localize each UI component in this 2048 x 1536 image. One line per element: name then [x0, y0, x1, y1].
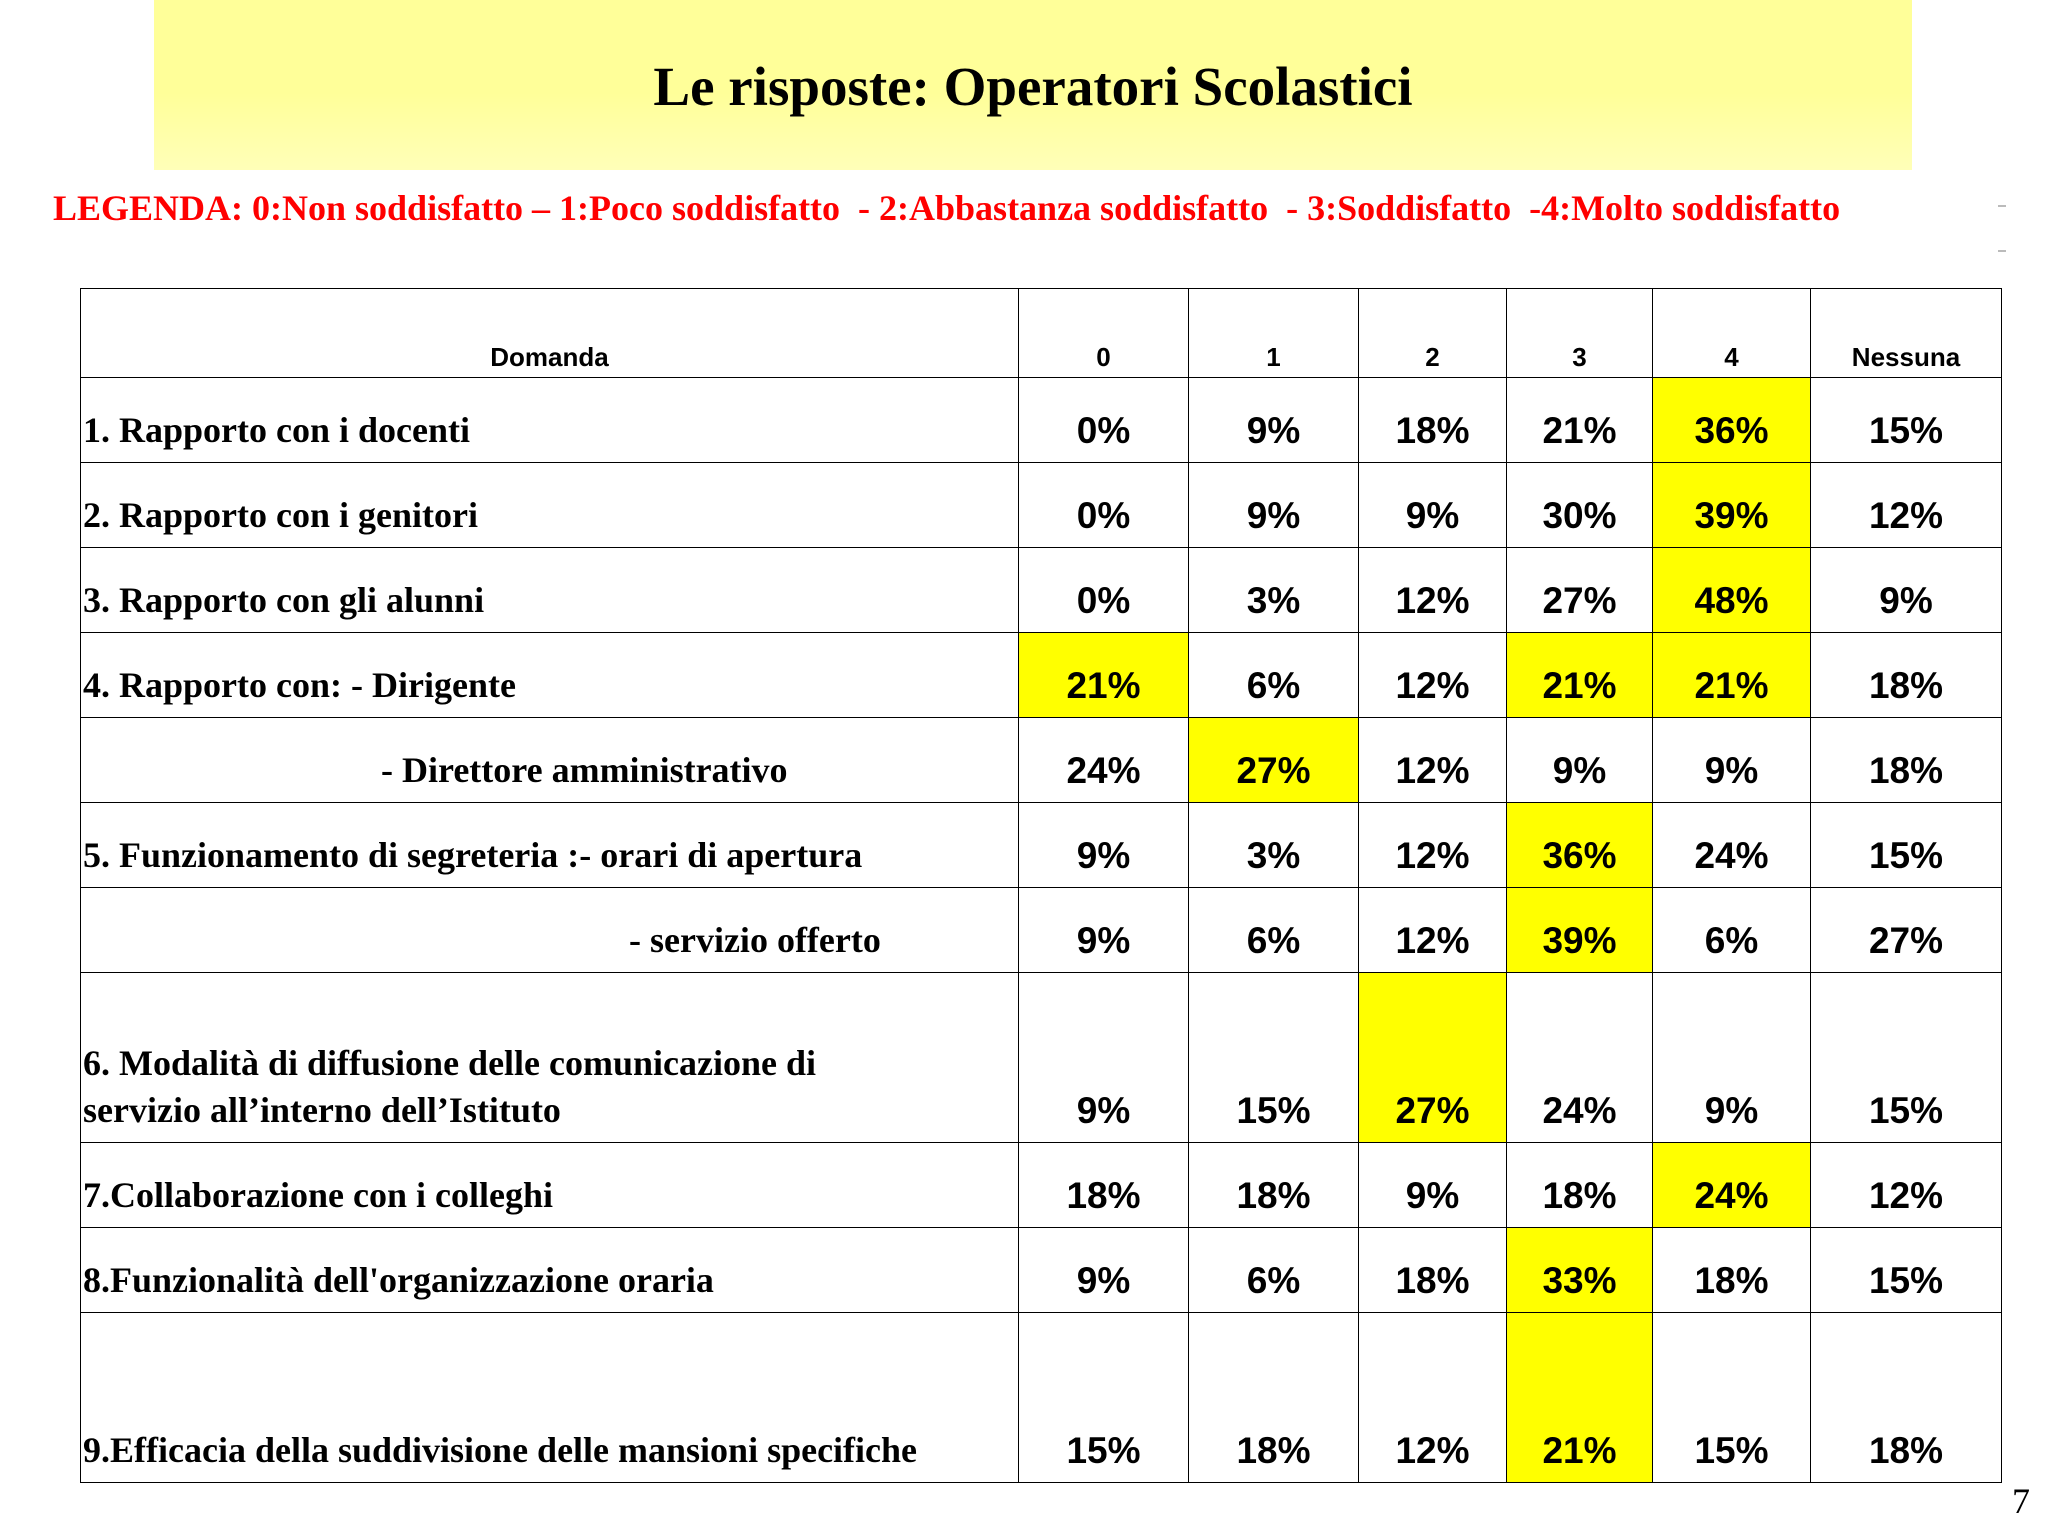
value-cell: 9% — [1189, 463, 1359, 548]
table-row — [81, 1228, 2002, 1313]
value-cell: 24% — [1019, 718, 1189, 803]
value-cell: 18% — [1653, 1228, 1811, 1313]
value-cell: 9% — [1019, 803, 1189, 888]
table-row — [81, 548, 2002, 633]
value-cell: 18% — [1507, 1143, 1653, 1228]
value-cell: 21% — [1507, 1313, 1653, 1483]
value-cell: 39% — [1653, 463, 1811, 548]
value-cell: 6% — [1189, 1228, 1359, 1313]
header-cell: 0 — [1019, 289, 1189, 378]
header-cell: 2 — [1359, 289, 1507, 378]
value-cell: 12% — [1359, 888, 1507, 973]
value-cell: 9% — [1189, 378, 1359, 463]
value-cell: 27% — [1189, 718, 1359, 803]
value-cell: 27% — [1507, 548, 1653, 633]
table-row — [81, 1143, 2002, 1228]
value-cell: 18% — [1811, 1313, 2002, 1483]
question-cell: 5. Funzionamento di segreteria :- orari di apertura — [81, 803, 1019, 888]
value-cell: 12% — [1359, 718, 1507, 803]
page-number: 7 — [2012, 1481, 2030, 1521]
value-cell: 12% — [1359, 803, 1507, 888]
value-cell: 21% — [1507, 633, 1653, 718]
value-cell: 21% — [1653, 633, 1811, 718]
value-cell: 18% — [1811, 633, 2002, 718]
question-cell: 2. Rapporto con i genitori — [81, 463, 1019, 548]
value-cell: 15% — [1189, 973, 1359, 1143]
question-cell: 3. Rapporto con gli alunni — [81, 548, 1019, 633]
table-row — [81, 463, 2002, 548]
value-cell: 18% — [1019, 1143, 1189, 1228]
page-title: Le risposte: Operatori Scolastici — [653, 56, 1413, 117]
value-cell: 15% — [1811, 803, 2002, 888]
table-row — [81, 803, 2002, 888]
table-row — [81, 1313, 2002, 1483]
value-cell: 24% — [1507, 973, 1653, 1143]
table-row — [81, 973, 2002, 1143]
value-cell: 15% — [1811, 973, 2002, 1143]
value-cell: 0% — [1019, 548, 1189, 633]
question-cell: - servizio offerto — [81, 888, 1019, 973]
value-cell: 6% — [1189, 633, 1359, 718]
header-cell: 4 — [1653, 289, 1811, 378]
value-cell: 12% — [1359, 548, 1507, 633]
question-cell: 1. Rapporto con i docenti — [81, 378, 1019, 463]
value-cell: 39% — [1507, 888, 1653, 973]
value-cell: 18% — [1189, 1313, 1359, 1483]
table-row — [81, 633, 2002, 718]
value-cell: 18% — [1811, 718, 2002, 803]
value-cell: 18% — [1359, 1228, 1507, 1313]
value-cell: 18% — [1359, 378, 1507, 463]
value-cell: 15% — [1653, 1313, 1811, 1483]
value-cell: 9% — [1019, 973, 1189, 1143]
value-cell: 6% — [1189, 888, 1359, 973]
value-cell: 9% — [1507, 718, 1653, 803]
table-header-row — [81, 289, 2002, 378]
question-cell: 8.Funzionalità dell'organizzazione oraria — [81, 1228, 1019, 1313]
value-cell: 18% — [1189, 1143, 1359, 1228]
question-cell: 9.Efficacia della suddivisione delle mansioni specifiche — [81, 1313, 1019, 1483]
value-cell: 9% — [1019, 888, 1189, 973]
header-cell: Domanda — [81, 289, 1019, 378]
table-row — [81, 378, 2002, 463]
question-cell: 7.Collaborazione con i colleghi — [81, 1143, 1019, 1228]
table-row — [81, 888, 2002, 973]
value-cell: 48% — [1653, 548, 1811, 633]
value-cell: 12% — [1359, 633, 1507, 718]
header-cell: 3 — [1507, 289, 1653, 378]
value-cell: 21% — [1019, 633, 1189, 718]
value-cell: 9% — [1653, 718, 1811, 803]
value-cell: 3% — [1189, 548, 1359, 633]
decorative-dot — [1998, 250, 2006, 252]
value-cell: 27% — [1359, 973, 1507, 1143]
question-cell: 6. Modalità di diffusione delle comunicazione di servizio all’interno dell’Istituto — [81, 973, 1019, 1143]
value-cell: 12% — [1811, 1143, 2002, 1228]
value-cell: 36% — [1507, 803, 1653, 888]
value-cell: 24% — [1653, 803, 1811, 888]
survey-table — [80, 288, 2002, 1483]
value-cell: 15% — [1811, 378, 2002, 463]
title-band — [154, 0, 1912, 170]
value-cell: 0% — [1019, 378, 1189, 463]
value-cell: 33% — [1507, 1228, 1653, 1313]
value-cell: 0% — [1019, 463, 1189, 548]
value-cell: 36% — [1653, 378, 1811, 463]
value-cell: 9% — [1019, 1228, 1189, 1313]
value-cell: 3% — [1189, 803, 1359, 888]
value-cell: 21% — [1507, 378, 1653, 463]
value-cell: 9% — [1811, 548, 2002, 633]
value-cell: 9% — [1359, 463, 1507, 548]
value-cell: 6% — [1653, 888, 1811, 973]
table-body — [81, 378, 2002, 1483]
decorative-dot — [1998, 205, 2006, 207]
value-cell: 15% — [1019, 1313, 1189, 1483]
value-cell: 12% — [1811, 463, 2002, 548]
value-cell: 30% — [1507, 463, 1653, 548]
question-cell: 4. Rapporto con: - Dirigente — [81, 633, 1019, 718]
header-cell: Nessuna — [1811, 289, 2002, 378]
value-cell: 27% — [1811, 888, 2002, 973]
value-cell: 12% — [1359, 1313, 1507, 1483]
table-row — [81, 718, 2002, 803]
value-cell: 9% — [1653, 973, 1811, 1143]
header-cell: 1 — [1189, 289, 1359, 378]
legend-text: LEGENDA: 0:Non soddisfatto – 1:Poco soddisfatto - 2:Abbastanza soddisfatto - 3:Soddisfatto -4:Molto soddisfatto — [53, 188, 1841, 228]
value-cell: 24% — [1653, 1143, 1811, 1228]
question-cell: - Direttore amministrativo — [81, 718, 1019, 803]
value-cell: 15% — [1811, 1228, 2002, 1313]
value-cell: 9% — [1359, 1143, 1507, 1228]
